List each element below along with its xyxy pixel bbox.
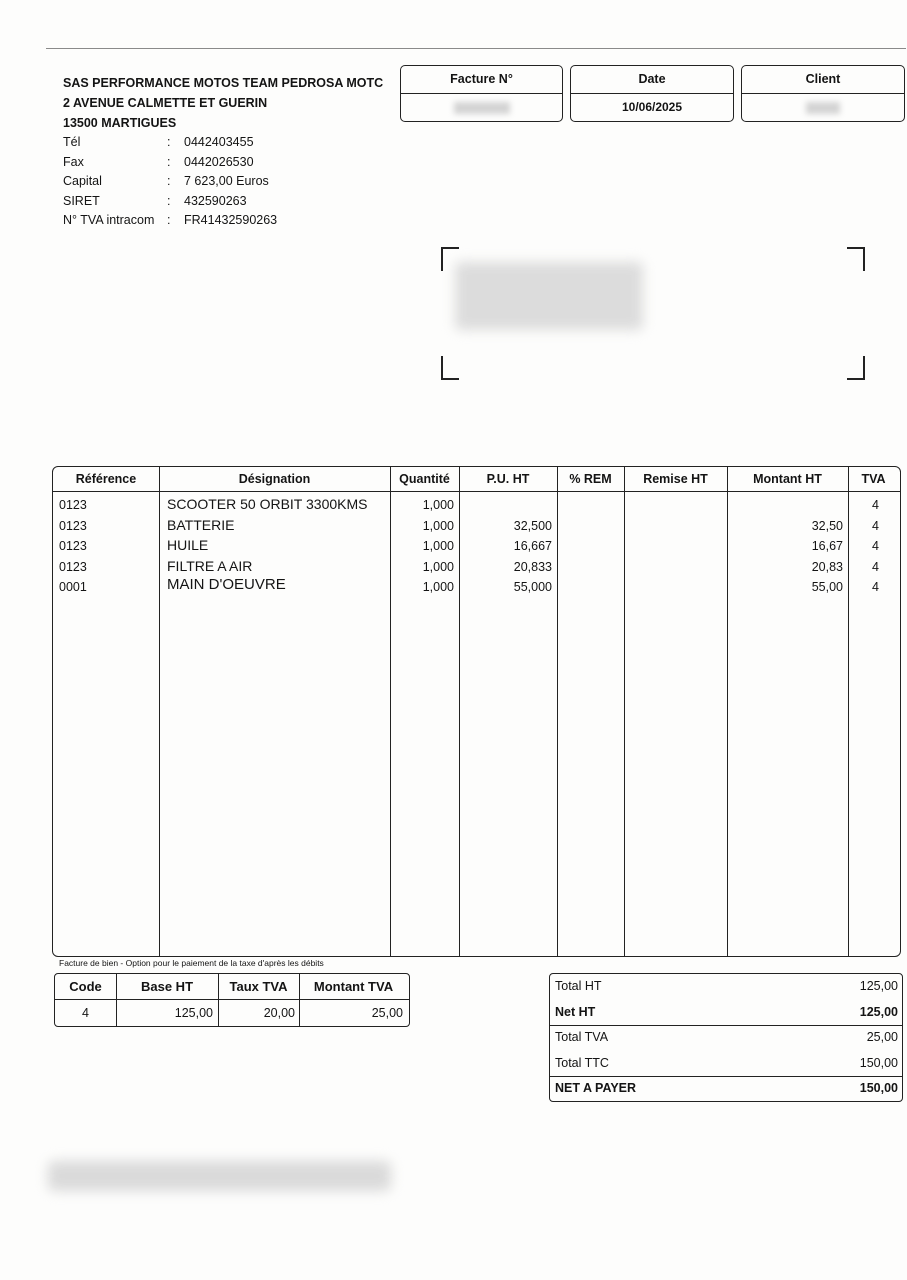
row-4-designation: FILTRE A AIR [167, 557, 253, 574]
info-separator: : [167, 135, 171, 149]
info-row-tva [63, 211, 383, 231]
column-divider [159, 467, 160, 956]
info-label: SIRET [63, 193, 100, 208]
tax-header-amount: Montant TVA [313, 979, 394, 994]
info-value: 0442403455 [184, 135, 254, 149]
total-tva-value: 25,00 [866, 1030, 898, 1044]
row-4-quantity: 1,000 [422, 559, 454, 574]
date-value: 10/06/2025 [621, 100, 683, 114]
total-tva-row [550, 1025, 902, 1051]
tax-table [54, 973, 410, 1027]
row-5-designation: MAIN D'OEUVRE [167, 576, 286, 594]
address-corner-bottom-right [847, 356, 865, 380]
address-corner-top-right [847, 247, 865, 271]
col-header-amount: Montant HT [753, 472, 822, 486]
col-header-reference: Référence [75, 472, 137, 486]
info-separator: : [167, 154, 171, 169]
row-5-tva: 4 [872, 580, 879, 595]
info-row-fax [63, 153, 383, 173]
redacted-footer [48, 1161, 391, 1191]
info-label: Tél [63, 135, 81, 149]
tax-amount: 25,00 [371, 1006, 403, 1020]
row-2-amount: 32,50 [811, 518, 843, 533]
tax-base: 125,00 [174, 1006, 213, 1020]
row-3-reference: 0123 [59, 539, 87, 554]
info-row-tel [63, 133, 383, 153]
total-ttc-value: 150,00 [859, 1055, 898, 1070]
row-3-designation: HUILE [167, 537, 209, 554]
redacted-invoice-number [454, 102, 510, 114]
tax-rate: 20,00 [263, 1006, 295, 1020]
tax-header-base: Base HT [140, 979, 194, 994]
row-1-reference: 0123 [59, 498, 87, 512]
row-2-reference: 0123 [59, 518, 87, 533]
info-label: Capital [63, 174, 102, 188]
net-ht-row [550, 1000, 902, 1026]
row-4-tva: 4 [872, 559, 879, 574]
col-header-tva: TVA [861, 472, 886, 486]
row-2-designation: BATTERIE [167, 516, 235, 533]
total-ht-label: Total HT [555, 979, 602, 993]
column-divider [557, 467, 558, 956]
info-separator: : [167, 174, 171, 188]
col-header-discount-pct: % REM [569, 472, 612, 486]
invoice-number-box [400, 65, 563, 122]
col-header-discount: Remise HT [643, 472, 708, 486]
invoice-number-value [401, 94, 562, 121]
net-a-payer-label: NET A PAYER [555, 1080, 637, 1095]
date-box [570, 65, 734, 122]
col-header-unit-price: P.U. HT [486, 472, 530, 486]
items-table [52, 466, 901, 957]
redacted-client-code [806, 102, 840, 114]
info-value: 7 623,00 Euros [184, 174, 269, 188]
net-ht-value: 125,00 [859, 1004, 898, 1019]
row-5-amount: 55,00 [811, 580, 843, 595]
row-2-tva: 4 [872, 518, 879, 533]
col-header-quantity: Quantité [399, 472, 450, 486]
row-4-amount: 20,83 [811, 559, 843, 574]
row-3-unit-price: 16,667 [513, 539, 552, 554]
tax-header-rate: Taux TVA [229, 979, 288, 994]
row-3-amount: 16,67 [811, 539, 843, 554]
column-divider [624, 467, 625, 956]
client-label: Client [742, 66, 904, 94]
invoice-number-label: Facture N° [401, 66, 562, 94]
company-block [63, 73, 383, 231]
redacted-client-address [455, 262, 643, 330]
row-3-tva: 4 [872, 539, 879, 554]
info-value: 0442026530 [184, 154, 254, 169]
total-ttc-row [550, 1051, 902, 1077]
tax-header-code: Code [69, 979, 102, 994]
info-label: N° TVA intracom [63, 213, 155, 227]
tax-code: 4 [82, 1006, 89, 1020]
row-4-unit-price: 20,833 [513, 559, 552, 574]
row-2-unit-price: 32,500 [513, 518, 552, 533]
net-a-payer-row [550, 1076, 902, 1102]
total-ht-row [550, 974, 902, 1000]
address-corner-bottom-left [441, 356, 459, 380]
top-rule [46, 48, 906, 49]
row-1-tva: 4 [872, 498, 879, 512]
row-2-quantity: 1,000 [422, 518, 454, 533]
client-value [742, 94, 904, 121]
total-tva-label: Total TVA [555, 1030, 609, 1044]
col-header-designation: Désignation [238, 472, 311, 486]
date-label: Date [571, 66, 733, 94]
row-3-quantity: 1,000 [422, 539, 454, 554]
info-separator: : [167, 193, 171, 208]
info-value: 432590263 [184, 193, 247, 208]
row-5-quantity: 1,000 [422, 580, 454, 595]
row-5-unit-price: 55,000 [513, 580, 552, 595]
row-1-quantity: 1,000 [422, 498, 454, 512]
info-label: Fax [63, 154, 84, 169]
row-1-designation: SCOOTER 50 ORBIT 3300KMS [167, 496, 368, 512]
info-value: FR41432590263 [184, 213, 278, 227]
totals-box [549, 973, 903, 1102]
info-row-capital [63, 172, 383, 192]
net-a-payer-value: 150,00 [859, 1080, 898, 1095]
info-row-siret [63, 192, 383, 212]
row-5-reference: 0001 [59, 580, 87, 595]
company-city: 13500 MARTIGUES [63, 116, 177, 130]
total-ttc-label: Total TTC [555, 1055, 609, 1070]
header-rule [53, 491, 900, 492]
client-box [741, 65, 905, 122]
net-ht-label: Net HT [555, 1004, 596, 1019]
row-4-reference: 0123 [59, 559, 87, 574]
total-ht-value: 125,00 [859, 979, 898, 993]
company-address: 2 AVENUE CALMETTE ET GUERIN [63, 96, 268, 110]
info-separator: : [167, 213, 171, 227]
header-rule [55, 999, 409, 1000]
company-name: SAS PERFORMANCE MOTOS TEAM PEDROSA MOTC [63, 76, 384, 90]
payment-note: Facture de bien - Option pour le paiement de la taxe d'après les débits [59, 958, 324, 968]
